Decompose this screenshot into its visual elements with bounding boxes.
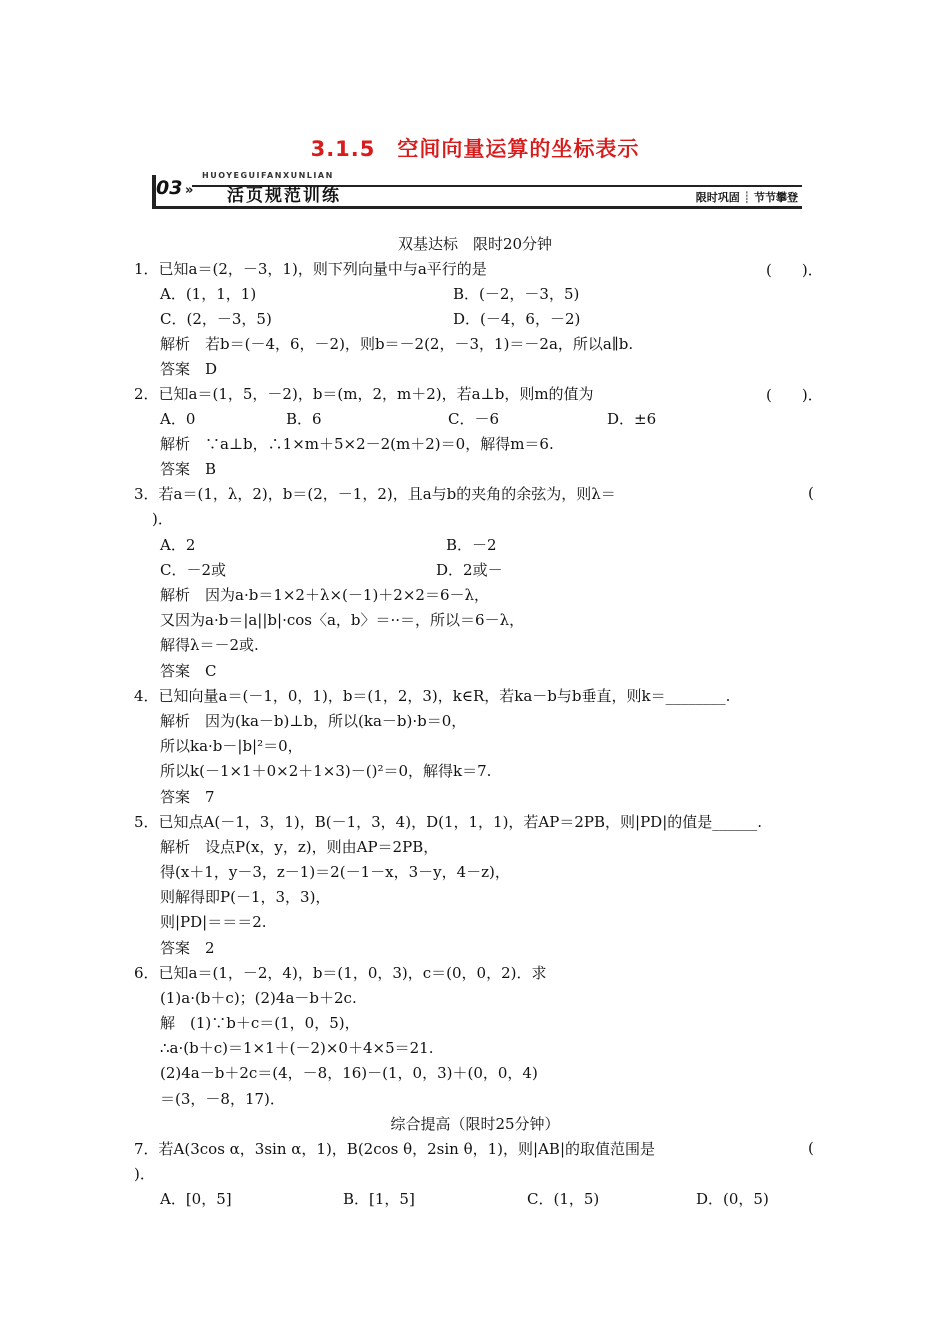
q2-option-c: C．－6: [448, 410, 500, 428]
q3-paren: (: [808, 484, 814, 502]
q3-option-b: B．－2: [446, 536, 497, 554]
q1-option-d: D．(－4，6，－2): [453, 310, 581, 328]
q6-stem: 6．已知a＝(1，－2，4)，b＝(1，0，3)，c＝(0，0，2)．求: [134, 964, 547, 982]
q3-solution-1: 解析 因为a·b＝1×2＋λ×(－1)＋2×2＝6－λ，: [160, 586, 489, 604]
q7-stem-cont: )．: [134, 1165, 155, 1183]
q5-answer: 答案 2: [160, 939, 215, 957]
q3-option-c: C．－2或: [160, 561, 227, 579]
q6-solution-2: ∴a·(b＋c)＝1×1＋(－2)×0＋4×5＝21.: [160, 1039, 434, 1057]
q3-stem: 3．若a＝(1，λ，2)，b＝(2，－1，2)，且a与b的夹角的余弦为，则λ＝: [134, 485, 616, 503]
q4-stem: 4．已知向量a＝(－1，0，1)，b＝(1，2，3)，k∈R，若ka－b与b垂直，则k＝________.: [134, 687, 731, 705]
q6-solution-1: 解 (1)∵b＋c＝(1，0，5)，: [160, 1014, 360, 1032]
q4-solution-3: 所以k(－1×1＋0×2＋1×3)－()²＝0，解得k＝7.: [160, 762, 492, 780]
q3-stem-cont: )．: [152, 510, 173, 528]
q2-paren: ( )．: [766, 386, 823, 404]
q3-solution-2: 又因为a·b＝|a||b|·cos〈a，b〉＝··＝，所以＝6－λ，: [160, 611, 525, 629]
page-title: 3.1.5 空间向量运算的坐标表示: [310, 137, 640, 161]
section-basic-heading: 双基达标 限时20分钟: [397, 235, 553, 253]
q1-paren: ( )．: [766, 261, 823, 279]
banner-name: 活页规范训练: [227, 186, 341, 206]
q3-option-a: A．2: [160, 536, 196, 554]
banner-number: 03: [156, 177, 183, 199]
q3-answer: 答案 C: [160, 662, 217, 680]
section-advanced-heading: 综合提高（限时25分钟）: [390, 1115, 560, 1133]
q4-solution-1: 解析 因为(ka－b)⊥b，所以(ka－b)·b＝0，: [160, 712, 467, 730]
q2-option-b: B．6: [286, 410, 322, 428]
banner-tagline: 限时巩固 ┊ 节节攀登: [695, 191, 798, 204]
q2-option-a: A．0: [160, 410, 196, 428]
q7-stem: 7．若A(3cos α，3sin α，1)，B(2cos θ，2sin θ，1)，则|AB|的取值范围是: [134, 1140, 655, 1158]
banner-arrows-icon: »: [185, 183, 194, 198]
q4-answer: 答案 7: [160, 788, 215, 806]
banner-rule-bottom: [152, 206, 802, 209]
q5-solution-2: 得(x＋1，y－3，z－1)＝2(－1－x，3－y，4－z)，: [160, 863, 510, 881]
q2-option-d: D．±6: [607, 410, 657, 428]
q5-stem: 5．已知点A(－1，3，1)，B(－1，3，4)，D(1，1，1)，若AP＝2PB，则|PD|的值是______.: [134, 813, 763, 831]
q1-option-a: A．(1，1，1): [160, 285, 257, 303]
q2-answer: 答案 B: [160, 460, 217, 478]
section-banner: [152, 171, 802, 211]
q7-option-d: D．(0，5): [696, 1190, 769, 1208]
q7-option-b: B．[1，5]: [343, 1190, 415, 1208]
q1-option-c: C．(2，－3，5): [160, 310, 272, 328]
q4-solution-2: 所以ka·b－|b|²＝0，: [160, 737, 303, 755]
q5-solution-3: 则解得即P(－1，3，3)，: [160, 888, 331, 906]
q3-solution-3: 解得λ＝－2或.: [160, 636, 259, 654]
q5-solution-4: 则|PD|＝＝＝2.: [160, 913, 267, 931]
q7-option-a: A．[0，5]: [160, 1190, 232, 1208]
q6-solution-3: (2)4a－b＋2c＝(4，－8，16)－(1，0，3)＋(0，0，4): [160, 1064, 538, 1082]
q1-option-b: B．(－2，－3，5): [453, 285, 580, 303]
q2-stem: 2．已知a＝(1，5，－2)，b＝(m，2，m＋2)，若a⊥b，则m的值为: [134, 385, 594, 403]
q6-solution-4: ＝(3，－8，17)．: [160, 1090, 285, 1108]
q7-option-c: C．(1，5): [527, 1190, 600, 1208]
q3-option-d: D．2或－: [436, 561, 503, 579]
q7-paren: (: [808, 1139, 814, 1157]
q1-solution: 解析 若b＝(－4，6，－2)，则b＝－2(2，－3，1)＝－2a，所以a∥b.: [160, 335, 634, 353]
banner-pinyin: HUOYEGUIFANXUNLIAN: [202, 171, 334, 180]
q6-parts: (1)a·(b＋c)；(2)4a－b＋2c.: [160, 989, 357, 1007]
q5-solution-1: 解析 设点P(x，y，z)，则由AP＝2PB，: [160, 838, 439, 856]
q1-stem: 1．已知a＝(2，－3，1)，则下列向量中与a平行的是: [134, 260, 487, 278]
q1-answer: 答案 D: [160, 360, 218, 378]
q2-solution: 解析 ∵a⊥b，∴1×m＋5×2－2(m＋2)＝0，解得m＝6.: [160, 435, 554, 453]
